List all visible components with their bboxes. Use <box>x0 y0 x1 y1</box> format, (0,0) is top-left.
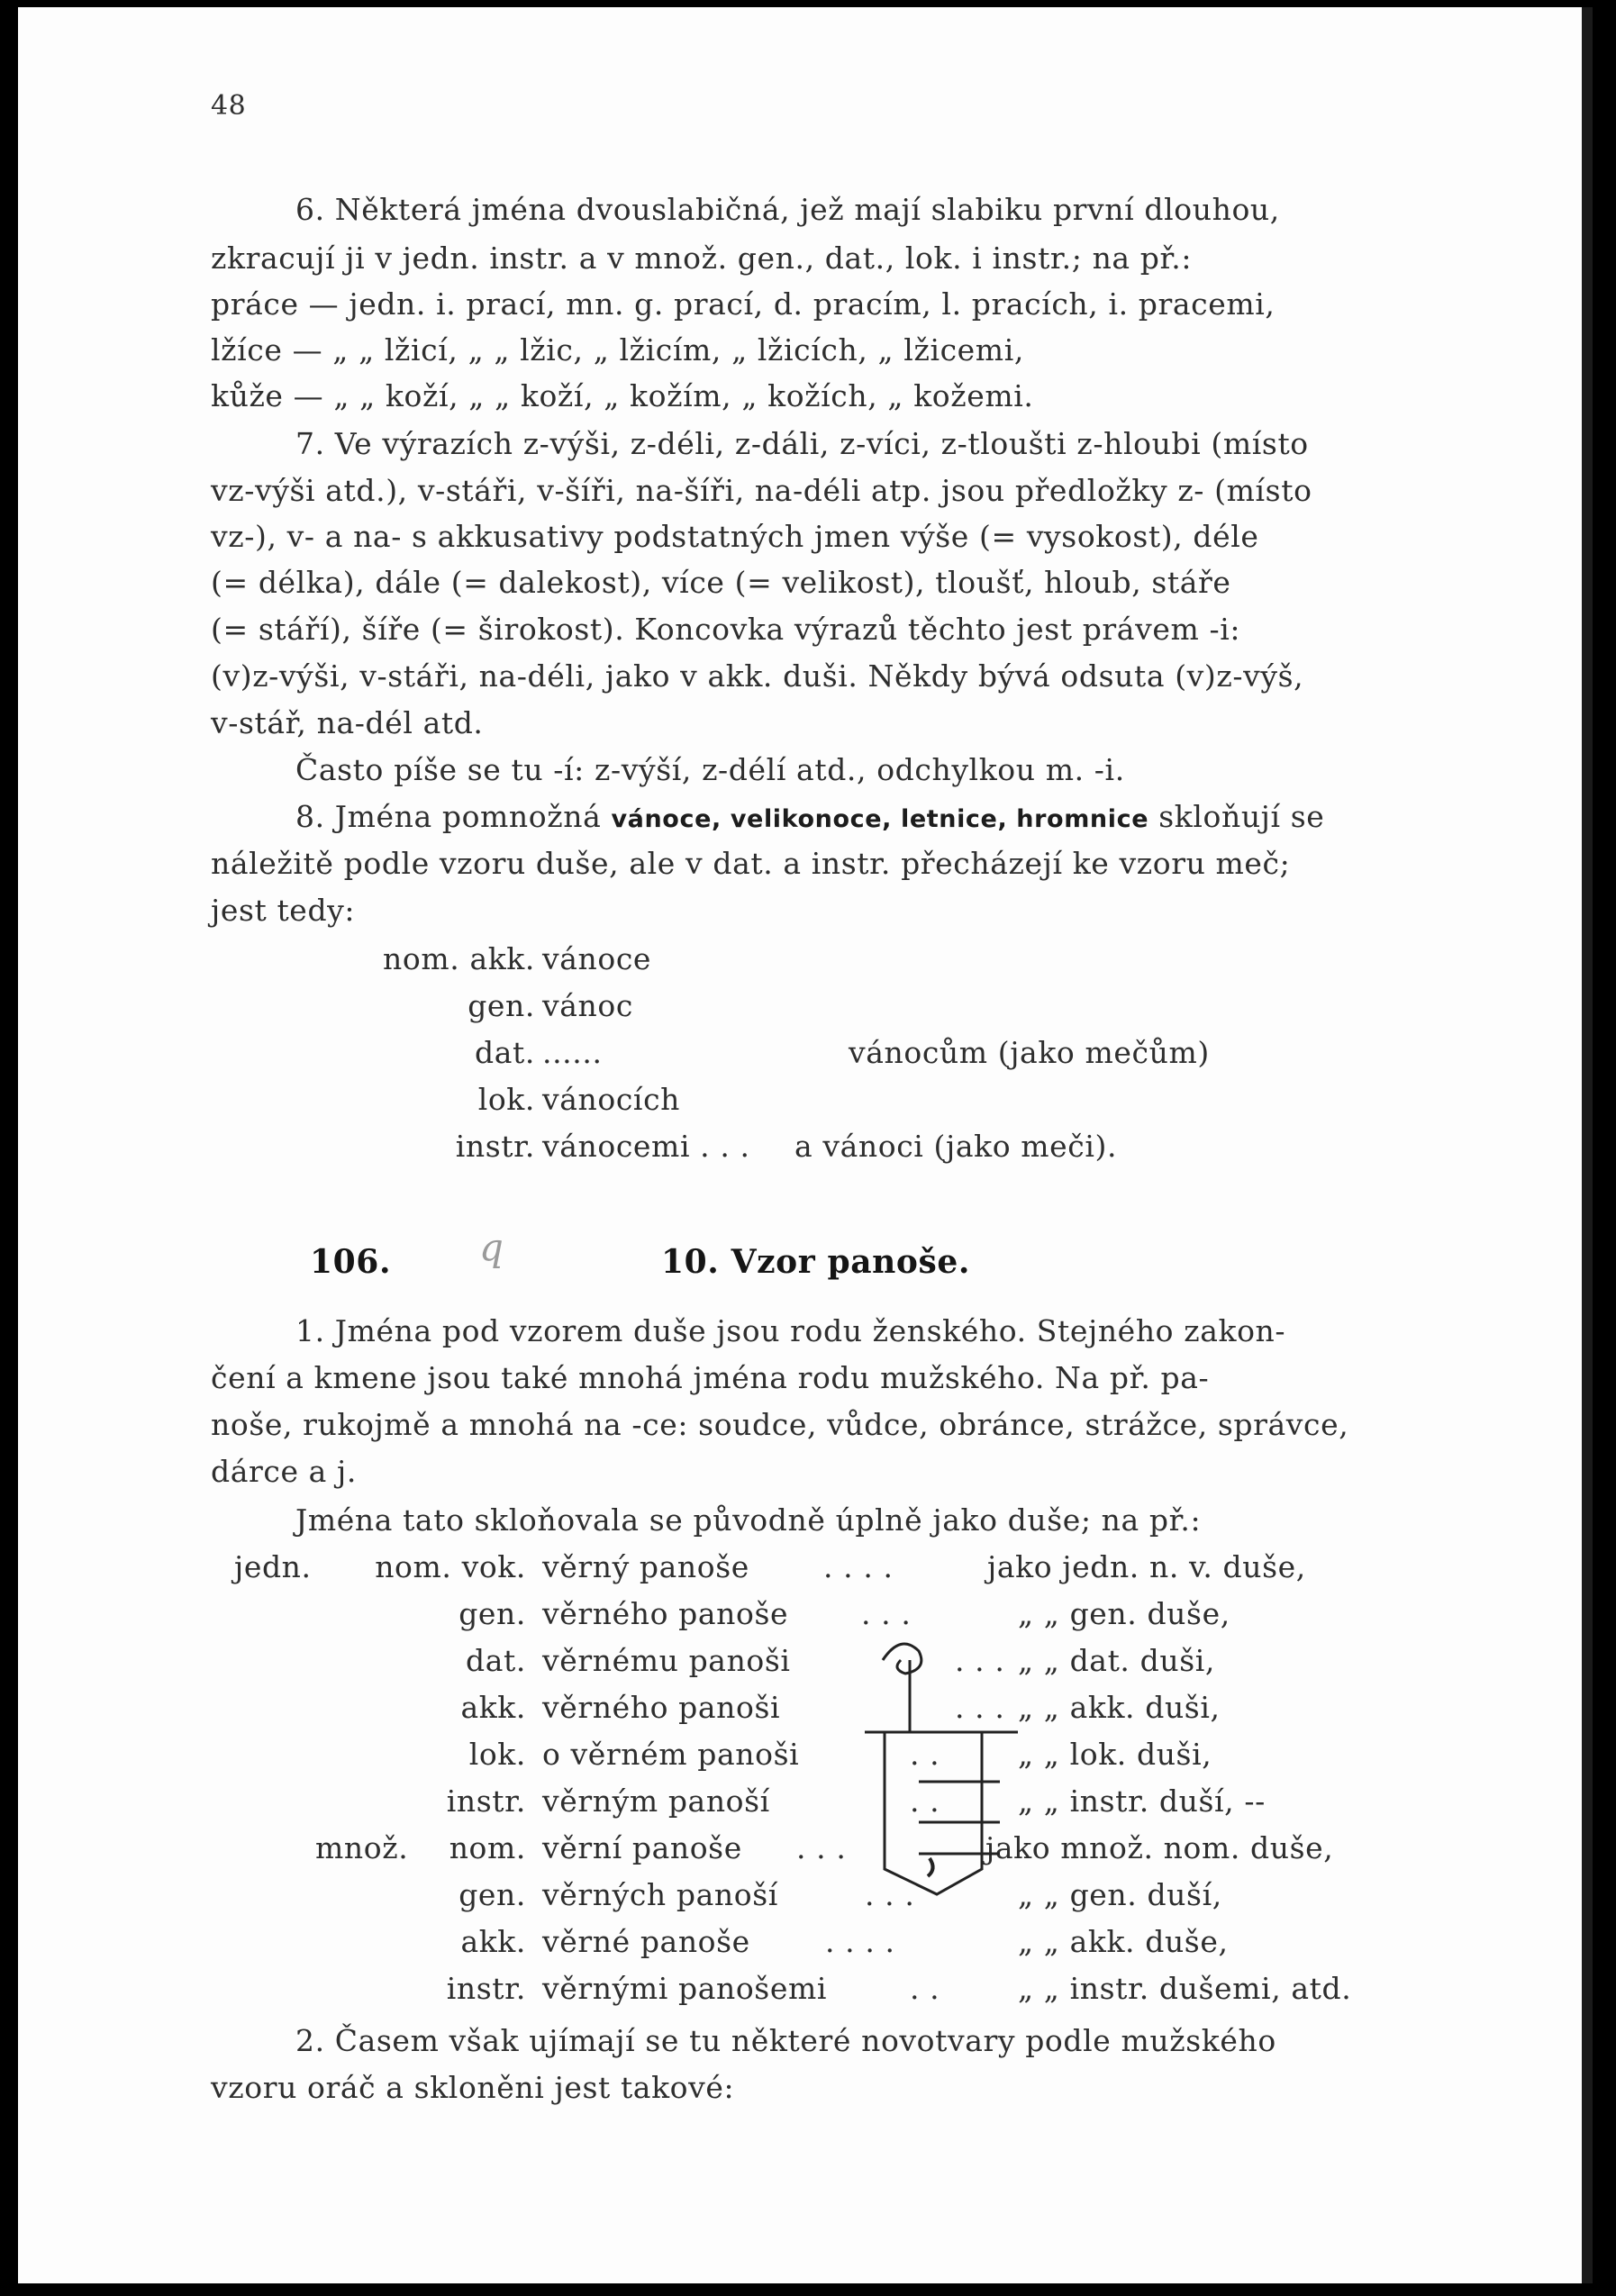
panose-dots: . . . <box>865 1877 915 1912</box>
panose-form: věrné panoše <box>542 1924 750 1959</box>
p6-line: kůže — „ „ koží, „ „ koží, „ kožím, „ kožích, „ kožemi. <box>211 378 1034 413</box>
panose-case: lok. <box>468 1737 526 1772</box>
panose-ref: „ „ lok. duši, <box>1018 1737 1212 1772</box>
panose-ref: „ „ gen. duše, <box>1018 1596 1230 1631</box>
panose-ref: „ „ dat. duši, <box>1018 1643 1215 1678</box>
panose-ref: „ „ instr. duší, -- <box>1018 1783 1266 1819</box>
panose-number: množ. <box>315 1830 409 1865</box>
vanoce-form: vánocích <box>542 1082 681 1117</box>
p8-first-line <box>295 799 1324 834</box>
p1-line: dárce a j. <box>211 1454 357 1489</box>
p7-line: Často píše se tu -í: z-výší, z-délí atd., odchylkou m. -i. <box>295 752 1125 787</box>
paper-sheet <box>18 7 1593 2283</box>
vanoce-compare: vánocům (jako mečům) <box>849 1035 1210 1070</box>
panose-ref: jako množ. nom. duše, <box>985 1830 1334 1865</box>
panose-case: akk. <box>460 1690 526 1725</box>
panose-dots: . . . <box>861 1596 912 1631</box>
vanoce-compare: a vánoci (jako meči). <box>794 1129 1118 1164</box>
panose-case: gen. <box>458 1596 526 1631</box>
panose-case: nom. vok. <box>375 1549 526 1584</box>
p8-terms: vánoce, velikonoce, letnice, hromnice <box>611 805 1149 833</box>
panose-ref: „ „ instr. dušemi, atd. <box>1018 1971 1352 2006</box>
vanoce-case: instr. <box>455 1129 535 1164</box>
p7-line: (v)z-výši, v-stáři, na-déli, jako v akk. duši. Někdy bývá odsuta (v)z-výš, <box>211 658 1304 694</box>
panose-dots: . . . . <box>823 1549 894 1584</box>
p7-line: vz-výši atd.), v-stáři, v-šíři, na-šíři, na-déli atp. jsou předložky z- (místo <box>211 473 1312 508</box>
p6-line: zkracují ji v jedn. instr. a v množ. gen., dat., lok. i instr.; na př.: <box>211 240 1193 276</box>
vanoce-case: gen. <box>468 988 535 1023</box>
panose-case: instr. <box>446 1971 526 2006</box>
panose-ref: „ „ akk. duše, <box>1018 1924 1229 1959</box>
panose-form: věrnými panošemi <box>542 1971 828 2006</box>
panose-case: akk. <box>460 1924 526 1959</box>
panose-dots: . . . <box>796 1830 847 1865</box>
vanoce-form: ...... <box>542 1035 603 1070</box>
p6-line: lžíce — „ „ lžicí, „ „ lžic, „ lžicím, „ lžicích, „ lžicemi, <box>211 332 1024 368</box>
panose-dots: . . <box>910 1737 940 1772</box>
p1-line: Jména tato skloňovala se původně úplně jako duše; na př.: <box>295 1502 1202 1538</box>
panose-dots: . . . <box>955 1690 1005 1725</box>
p7-line: vz-), v- a na- s akkusativy podstatných jmen výše (= vysokost), déle <box>211 519 1259 554</box>
panose-case: nom. <box>449 1830 526 1865</box>
panose-ref: „ „ gen. duší, <box>1018 1877 1222 1912</box>
page-number: 48 <box>211 90 247 122</box>
p2-line: vzoru oráč a skloněni jest takové: <box>211 2070 735 2105</box>
panose-dots: . . <box>910 1971 940 2006</box>
p8-tail: skloňují se <box>1158 799 1325 834</box>
panose-dots: . . . <box>955 1643 1005 1678</box>
section-title: 10. Vzor panoše. <box>661 1243 971 1281</box>
p8-line: náležitě podle vzoru duše, ale v dat. a instr. přecházejí ke vzoru meč; <box>211 846 1291 881</box>
panose-form: věrného panoši <box>542 1690 781 1725</box>
p2-line: 2. Časem však ujímají se tu některé novotvary podle mužského <box>295 2023 1276 2058</box>
panose-form: o věrném panoši <box>542 1737 800 1772</box>
vanoce-form: vánoce <box>542 941 652 976</box>
panose-form: věrný panoše <box>542 1549 749 1584</box>
pencil-annotation: q <box>479 1225 504 1269</box>
panose-number: jedn. <box>234 1549 312 1584</box>
p6-line: 6. Některá jména dvouslabičná, jež mají slabiku první dlouhou, <box>295 192 1280 227</box>
p1-line: čení a kmene jsou také mnohá jména rodu mužského. Na př. pa- <box>211 1360 1210 1395</box>
panose-case: gen. <box>458 1877 526 1912</box>
p7-line: (= délka), dále (= dalekost), více (= velikost), tloušť, hloub, stáře <box>211 565 1231 600</box>
panose-ref: jako jedn. n. v. duše, <box>987 1549 1306 1584</box>
p7-line: (= stáří), šíře (= širokost). Koncovka výrazů těchto jest právem -i: <box>211 612 1241 647</box>
p1-line: noše, rukojmě a mnohá na -ce: soudce, vůdce, obránce, strážce, správce, <box>211 1407 1349 1442</box>
panose-dots: . . . . <box>825 1924 895 1959</box>
p6-line: práce — jedn. i. prací, mn. g. prací, d. pracím, l. pracích, i. pracemi, <box>211 286 1276 322</box>
panose-form: věrného panoše <box>542 1596 789 1631</box>
p8-line: jest tedy: <box>211 893 356 928</box>
vanoce-case: nom. akk. <box>383 941 535 976</box>
section-number: 106. <box>310 1243 392 1281</box>
p8-lead: 8. Jména pomnožná <box>295 799 602 834</box>
p1-line: 1. Jména pod vzorem duše jsou rodu ženského. Stejného zakon- <box>295 1313 1286 1348</box>
p7-line: v-stář, na-dél atd. <box>211 705 484 740</box>
vanoce-form: vánoc <box>542 988 633 1023</box>
panose-case: dat. <box>466 1643 526 1678</box>
pencil-sketch-drawing <box>865 1624 1027 1930</box>
panose-form: věrní panoše <box>542 1830 742 1865</box>
panose-dots: . . <box>910 1783 940 1819</box>
panose-case: instr. <box>446 1783 526 1819</box>
panose-form: věrných panoší <box>542 1877 778 1912</box>
vanoce-case: lok. <box>477 1082 535 1117</box>
panose-form: věrnému panoši <box>542 1643 791 1678</box>
panose-ref: „ „ akk. duši, <box>1018 1690 1221 1725</box>
vanoce-case: dat. <box>475 1035 535 1070</box>
p7-line: 7. Ve výrazích z-výši, z-déli, z-dáli, z-víci, z-tloušti z-hloubi (místo <box>295 426 1309 461</box>
panose-form: věrným panoší <box>542 1783 770 1819</box>
vanoce-form: vánocemi . . . <box>542 1129 750 1164</box>
scan-border-right <box>1582 7 1593 2283</box>
